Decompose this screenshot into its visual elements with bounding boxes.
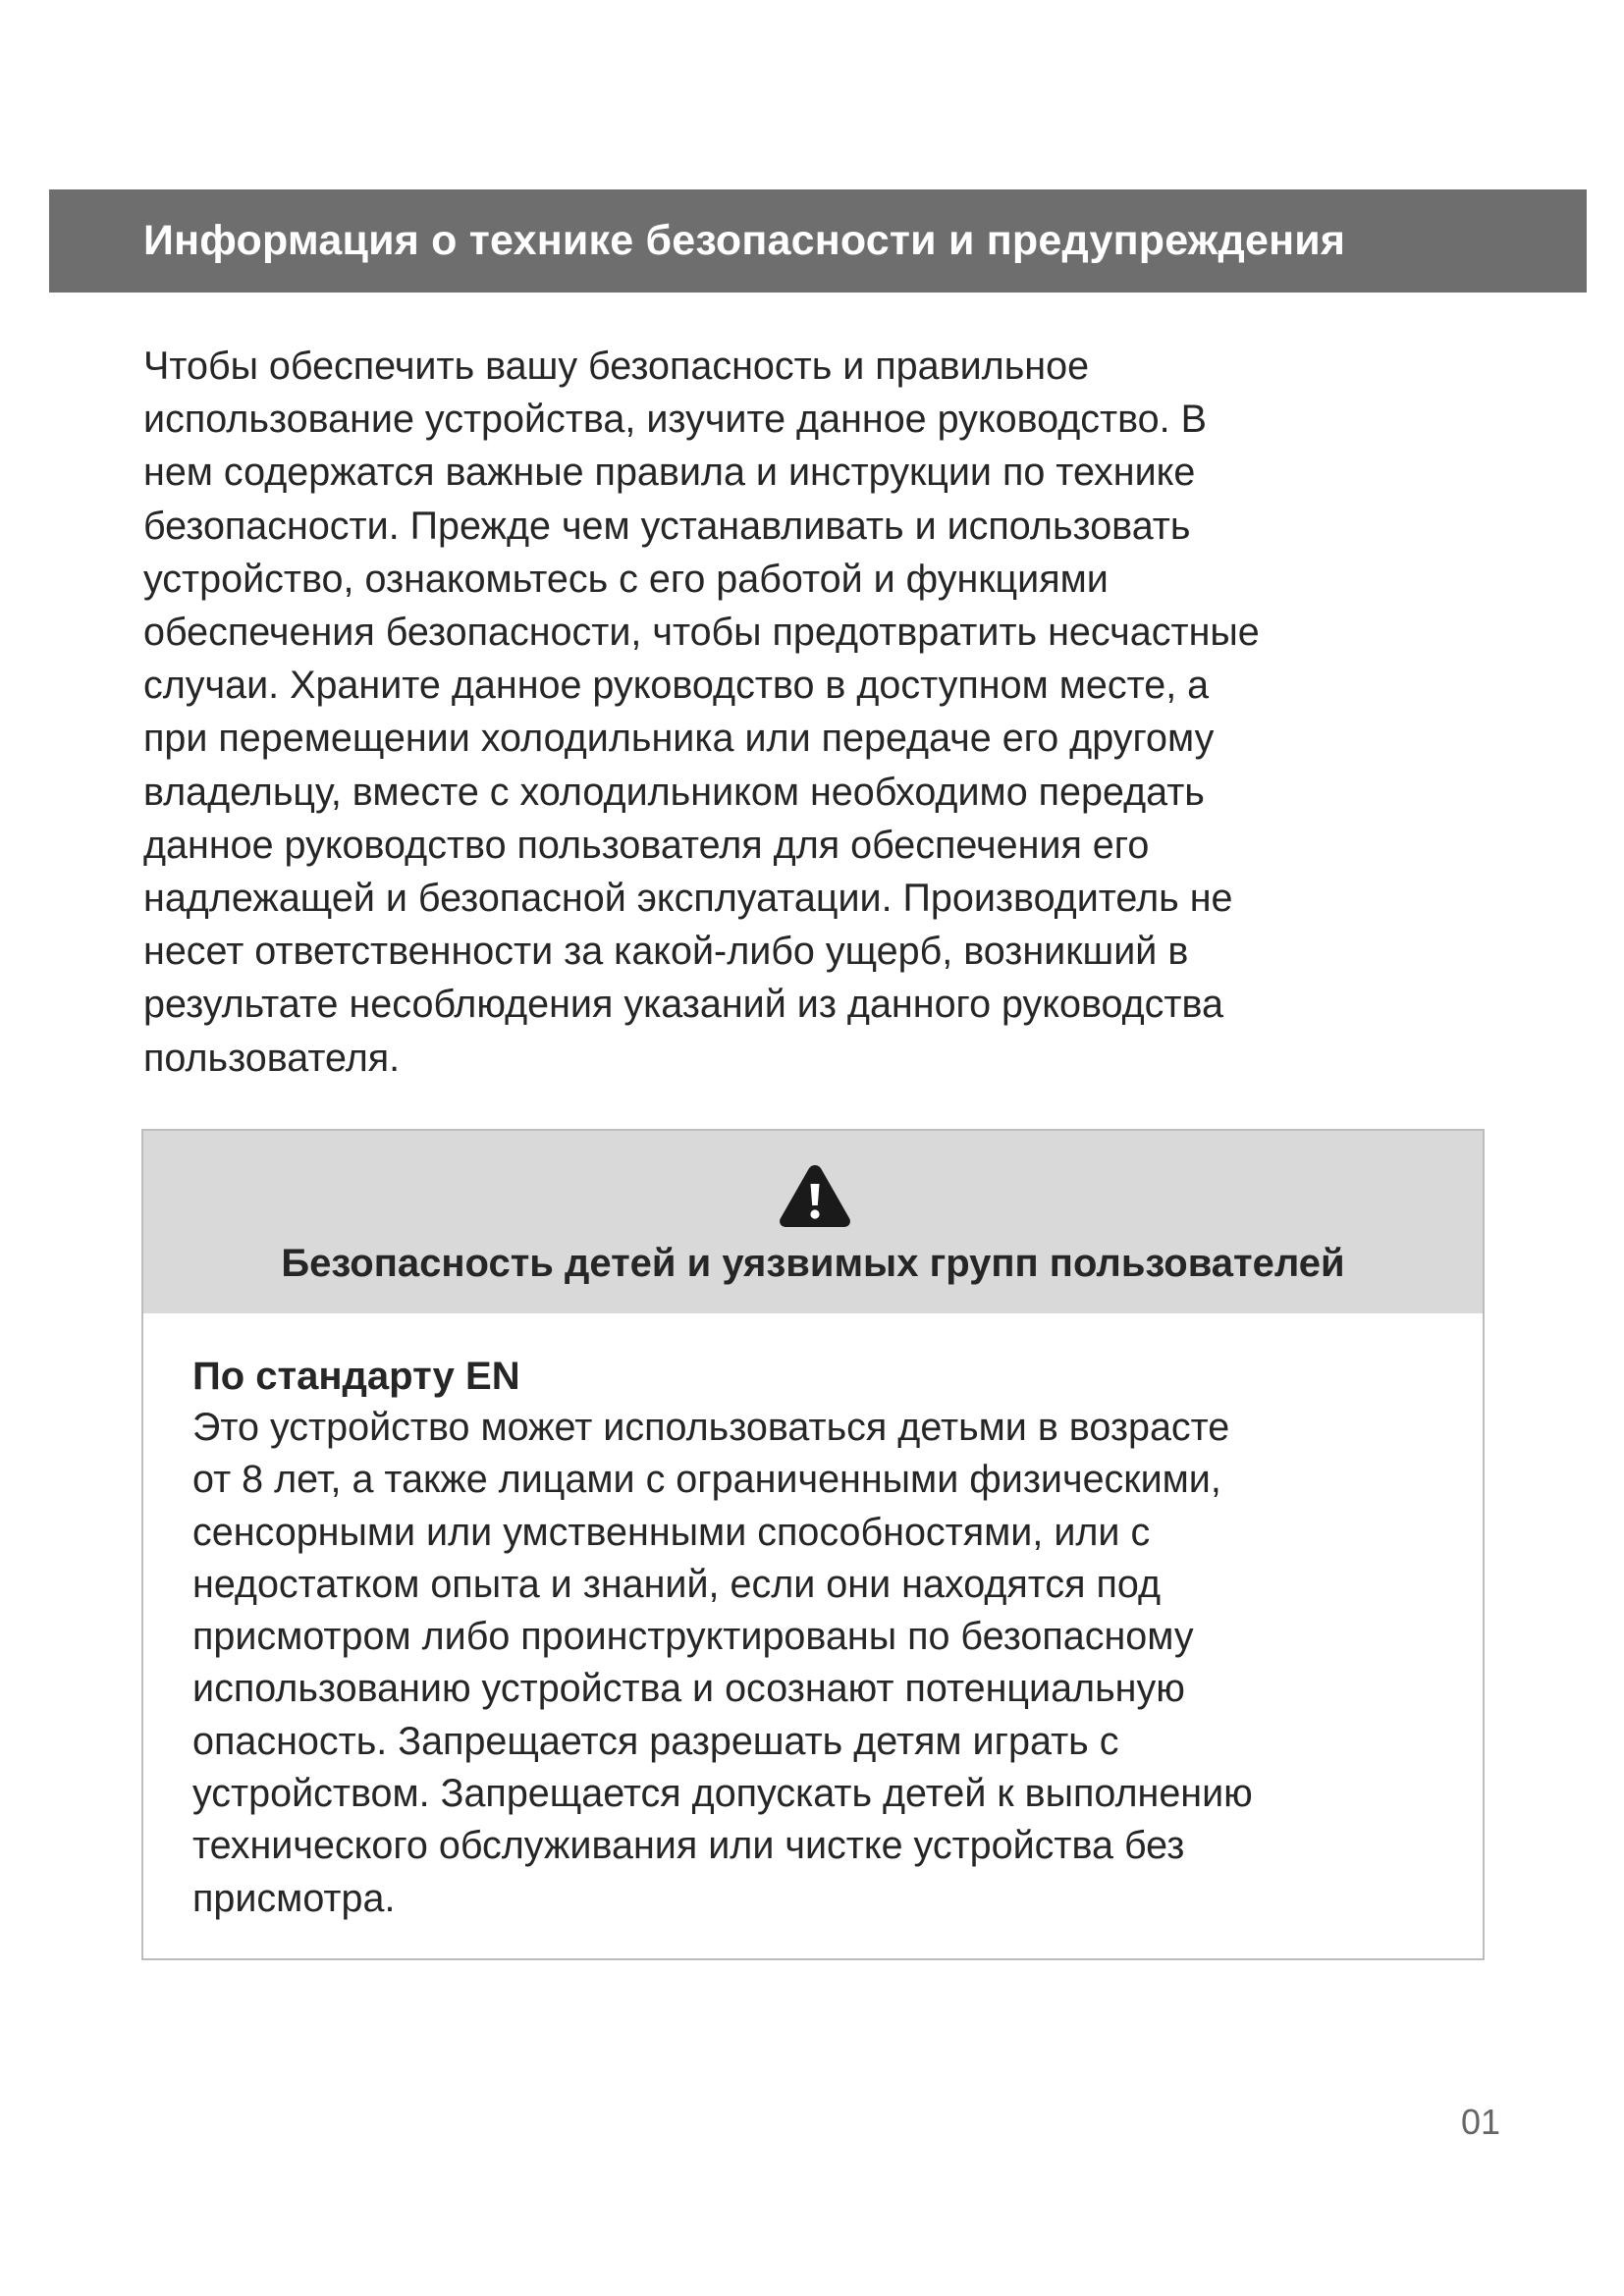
intro-line: Чтобы обеспечить вашу безопасность и правильное bbox=[143, 345, 1090, 388]
intro-line: при перемещении холодильника или передаче его другому bbox=[143, 717, 1215, 761]
warning-line: использованию устройства и осознают потенциальную bbox=[192, 1667, 1185, 1711]
warning-triangle-icon bbox=[778, 1162, 852, 1229]
child-safety-warning-box bbox=[141, 1129, 1485, 1960]
page-number: 01 bbox=[1460, 2102, 1500, 2142]
warning-line: от 8 лет, а также лицами с ограниченными физическими, bbox=[192, 1458, 1221, 1502]
warning-line: технического обслуживания или чистке устройства без bbox=[192, 1824, 1185, 1868]
warning-subtitle: По стандарту EN bbox=[192, 1355, 520, 1398]
intro-line: данное руководство пользователя для обеспечения его bbox=[143, 823, 1150, 867]
intro-line: результате несоблюдения указаний из данного руководства bbox=[143, 983, 1224, 1027]
warning-line: присмотра. bbox=[192, 1876, 396, 1920]
warning-line: опасность. Запрещается разрешать детям играть с bbox=[192, 1719, 1119, 1763]
warning-paragraph bbox=[192, 1402, 1459, 1925]
warning-line: Это устройство может использоваться детьми в возрасте bbox=[192, 1406, 1230, 1449]
intro-paragraph bbox=[143, 340, 1449, 1085]
warning-line: устройством. Запрещается допускать детей к выполнению bbox=[192, 1772, 1253, 1816]
intro-line: безопасности. Прежде чем устанавливать и использовать bbox=[143, 504, 1191, 548]
intro-line: случаи. Храните данное руководство в доступном месте, а bbox=[143, 664, 1210, 708]
intro-line: владельцу, вместе с холодильником необходимо передать bbox=[143, 770, 1205, 814]
section-title: Информация о технике безопасности и предупреждения bbox=[143, 217, 1346, 264]
warning-line: недостатком опыта и знаний, если они находятся под bbox=[192, 1562, 1162, 1606]
intro-line: устройство, ознакомьтесь с его работой и функциями bbox=[143, 557, 1109, 601]
warning-box-body bbox=[192, 1351, 1459, 1925]
intro-line: использование устройства, изучите данное руководство. В bbox=[143, 398, 1207, 442]
warning-title: Безопасность детей и уязвимых групп пользователей bbox=[281, 1242, 1345, 1285]
section-header bbox=[49, 189, 1587, 293]
warning-line: присмотром либо проинструктированы по безопасному bbox=[192, 1615, 1194, 1659]
intro-line: несет ответственности за какой-либо ущерб, возникший в bbox=[143, 930, 1189, 974]
intro-line: обеспечения безопасности, чтобы предотвратить несчастные bbox=[143, 611, 1260, 655]
intro-line: пользователя. bbox=[143, 1036, 401, 1080]
warning-box-header bbox=[143, 1131, 1483, 1313]
intro-line: нем содержатся важные правила и инструкции по технике bbox=[143, 451, 1196, 495]
intro-line: надлежащей и безопасной эксплуатации. Производитель не bbox=[143, 877, 1233, 921]
warning-line: сенсорными или умственными способностями, или с bbox=[192, 1510, 1151, 1554]
